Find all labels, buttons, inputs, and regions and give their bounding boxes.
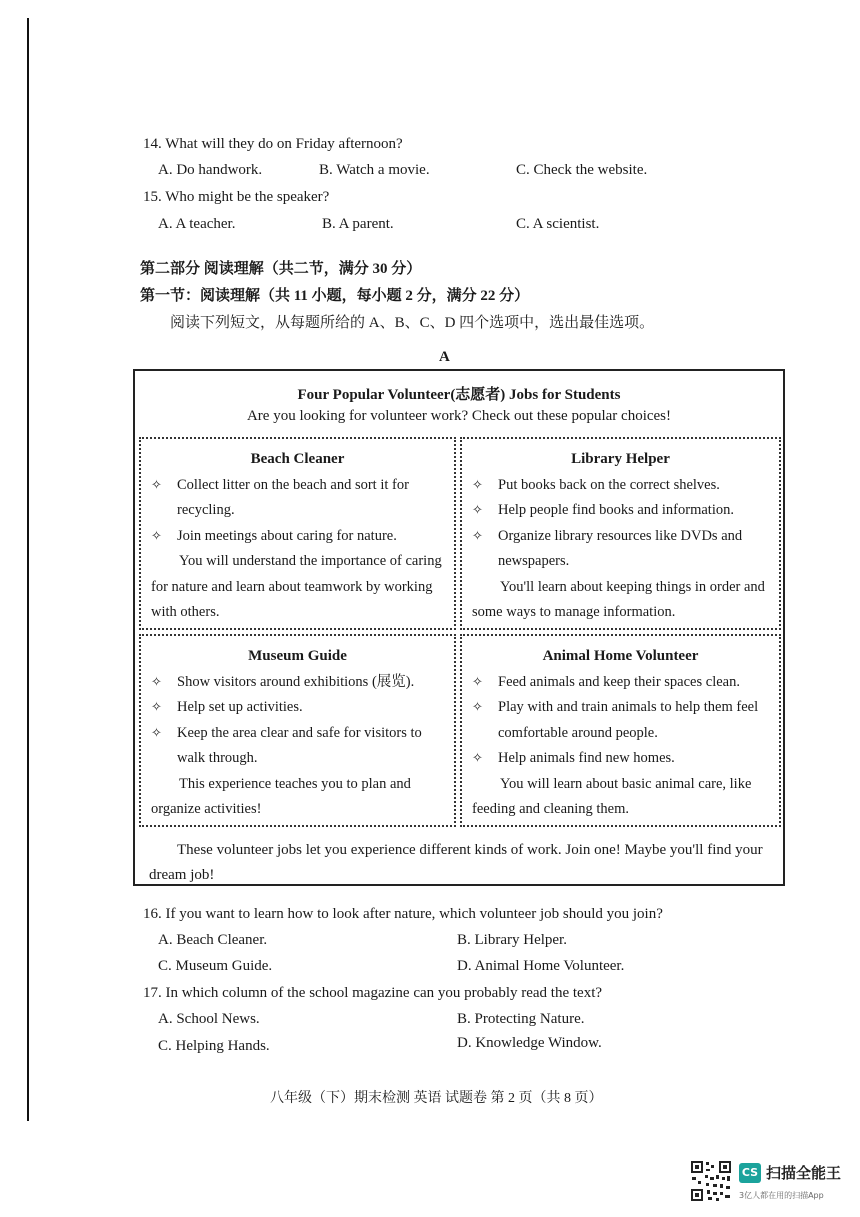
card-animal-home-volunteer [460, 634, 781, 827]
question-17: 17. In which column of the school magazine can you probably read the text? [143, 985, 603, 1001]
q16-option-a: A. Beach Cleaner. [158, 932, 268, 948]
list-item: ✧ Help animals find new homes. [472, 746, 769, 772]
q14-option-c: C. Check the website. [516, 162, 648, 178]
card-title: Library Helper [571, 451, 670, 467]
q17-option-b: B. Protecting Nature. [457, 1011, 585, 1027]
card-summary: You will understand the importance of caring for nature and learn about teamwork by working with others. [151, 553, 442, 620]
diamond-bullet-icon: ✧ [472, 751, 483, 766]
scanner-app-name: 扫描全能王 [766, 1164, 842, 1182]
q16-option-d: D. Animal Home Volunteer. [457, 958, 625, 974]
q14-option-a: A. Do handwork. [158, 162, 263, 178]
q15-option-c: C. A scientist. [516, 216, 600, 232]
passage-letter: A [439, 349, 450, 365]
card-summary: You will learn about basic animal care, like feeding and cleaning them. [472, 775, 752, 817]
list-item: ✧ Play with and train animals to help them feel comfortable around people. [472, 695, 769, 746]
camscanner-logo-icon: CS [739, 1163, 761, 1183]
q17-option-c: C. Helping Hands. [158, 1038, 270, 1054]
card-title: Museum Guide [248, 648, 347, 664]
diamond-bullet-icon: ✧ [472, 700, 483, 715]
q16-option-c: C. Museum Guide. [158, 958, 273, 974]
card-summary: This experience teaches you to plan and organize activities! [151, 775, 411, 817]
q14-option-b: B. Watch a movie. [319, 162, 430, 178]
question-15: 15. Who might be the speaker? [143, 189, 330, 205]
reading-instruction: 阅读下列短文，从每题所给的 A、B、C、D 四个选项中，选出最佳选项。 [170, 315, 655, 331]
card-beach-cleaner [139, 437, 456, 630]
card-title: Animal Home Volunteer [542, 648, 699, 664]
part2-heading: 第二部分 阅读理解（共二节，满分 30 分） [140, 261, 422, 277]
page-footer: 八年级（下）期末检测 英语 试题卷 第 2 页（共 8 页） [270, 1091, 603, 1106]
card-title: Beach Cleaner [250, 451, 345, 467]
q17-option-d: D. Knowledge Window. [457, 1035, 602, 1051]
list-item: ✧ Keep the area clear and safe for visitors to walk through. [151, 721, 444, 772]
diamond-bullet-icon: ✧ [472, 503, 483, 518]
passage-subtitle: Are you looking for volunteer work? Check out these popular choices! [246, 408, 672, 424]
diamond-bullet-icon: ✧ [151, 477, 162, 493]
diamond-bullet-icon: ✧ [151, 725, 162, 741]
qr-code-icon [690, 1160, 732, 1202]
q15-option-a: A. A teacher. [158, 216, 236, 232]
list-item: ✧ Help set up activities. [151, 695, 444, 721]
diamond-bullet-icon: ✧ [472, 477, 483, 493]
list-item: ✧ Put books back on the correct shelves. [472, 473, 769, 499]
card-summary: You'll learn about keeping things in order and some ways to manage information. [472, 578, 765, 620]
passage-closing: These volunteer jobs let you experience different kinds of work. Join one! Maybe you'll find your dream job! [149, 842, 763, 883]
passage-title: Four Popular Volunteer(志愿者) Jobs for Students [297, 387, 621, 403]
list-item: ✧ Help people find books and information. [472, 498, 769, 524]
diamond-bullet-icon: ✧ [151, 528, 162, 544]
card-museum-guide [139, 634, 456, 827]
scanner-tagline: 3亿人都在用的扫描App [739, 1191, 824, 1200]
q17-option-a: A. School News. [158, 1011, 260, 1027]
diamond-bullet-icon: ✧ [151, 674, 162, 690]
list-item: ✧ Join meetings about caring for nature. [151, 524, 444, 550]
card-library-helper [460, 437, 781, 630]
list-item: ✧ Show visitors around exhibitions (展览). [151, 670, 444, 696]
q16-option-b: B. Library Helper. [457, 932, 567, 948]
passage-box [133, 369, 785, 886]
list-item: ✧ Feed animals and keep their spaces clean. [472, 670, 769, 696]
question-16: 16. If you want to learn how to look after nature, which volunteer job should you join? [143, 906, 663, 922]
section1-heading: 第一节：阅读理解（共 11 小题，每小题 2 分，满分 22 分） [140, 288, 530, 304]
margin-line [27, 18, 29, 1121]
diamond-bullet-icon: ✧ [151, 700, 162, 715]
question-14: 14. What will they do on Friday afternoon? [143, 136, 403, 152]
diamond-bullet-icon: ✧ [472, 528, 483, 544]
diamond-bullet-icon: ✧ [472, 674, 483, 690]
q15-option-b: B. A parent. [322, 216, 394, 232]
list-item: ✧ Organize library resources like DVDs and newspapers. [472, 524, 769, 575]
list-item: ✧ Collect litter on the beach and sort it for recycling. [151, 473, 444, 524]
